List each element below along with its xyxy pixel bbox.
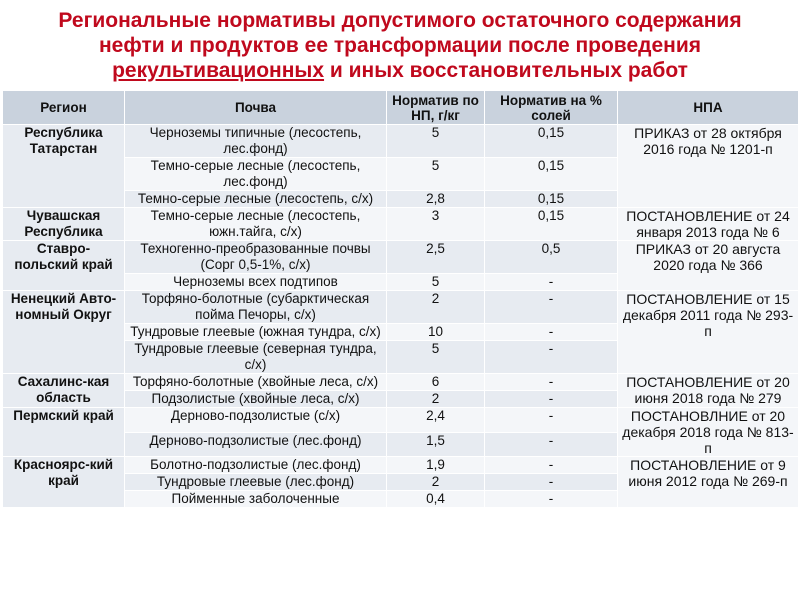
- norm-np-cell: 5: [387, 158, 485, 191]
- header-soil: Почва: [125, 91, 387, 125]
- soil-cell: Техногенно-преобразованные почвы (Сорг 0,5-1%, с/х): [125, 241, 387, 274]
- norm-np-cell: 6: [387, 374, 485, 391]
- norm-np-cell: 2,4: [387, 408, 485, 433]
- norm-salt-cell: 0,5: [485, 241, 618, 274]
- table-body: [3, 125, 799, 508]
- norm-np-cell: 2: [387, 474, 485, 491]
- table-row: [3, 374, 799, 391]
- region-cell: Чувашская Республика: [3, 208, 125, 241]
- header-row: [3, 91, 799, 125]
- norm-np-cell: 2: [387, 391, 485, 408]
- title-line-2: нефти и продуктов ее трансформации после проведения: [99, 34, 701, 57]
- header-region: Регион: [3, 91, 125, 125]
- norm-salt-cell: -: [485, 391, 618, 408]
- region-cell: Ставро-польский край: [3, 241, 125, 291]
- table-row: [3, 291, 799, 324]
- title-line-3-rest: и иных восстановительных работ: [324, 59, 688, 82]
- norm-np-cell: 2,8: [387, 191, 485, 208]
- norm-salt-cell: -: [485, 491, 618, 508]
- norm-salt-cell: 0,15: [485, 125, 618, 158]
- title-underlined-word: рекультивационных: [112, 59, 325, 82]
- region-cell: Пермский край: [3, 408, 125, 457]
- npa-cell: ПРИКАЗ от 20 августа 2020 года № 366: [618, 241, 799, 291]
- norm-salt-cell: -: [485, 324, 618, 341]
- soil-cell: Торфяно-болотные (субарктическая пойма Печоры, с/х): [125, 291, 387, 324]
- soil-cell: Подзолистые (хвойные леса, с/х): [125, 391, 387, 408]
- norm-salt-cell: -: [485, 474, 618, 491]
- norm-np-cell: 1,9: [387, 457, 485, 474]
- table-row: [3, 208, 799, 241]
- norm-salt-cell: -: [485, 408, 618, 433]
- soil-cell: Черноземы типичные (лесостепь, лес.фонд): [125, 125, 387, 158]
- norms-table-wrapper: [2, 90, 798, 616]
- table-row: [3, 457, 799, 474]
- soil-cell: Тундровые глеевые (северная тундра, с/х): [125, 341, 387, 374]
- norm-np-cell: 0,4: [387, 491, 485, 508]
- soil-cell: Дерново-подзолистые (с/х): [125, 408, 387, 433]
- title-line-3: [0, 58, 800, 83]
- region-cell: Ненецкий Авто-номный Округ: [3, 291, 125, 374]
- norm-np-cell: 5: [387, 274, 485, 291]
- norm-np-cell: 1,5: [387, 432, 485, 457]
- norm-salt-cell: -: [485, 457, 618, 474]
- norm-salt-cell: -: [485, 291, 618, 324]
- table-row: [3, 408, 799, 433]
- soil-cell: Пойменные заболоченные: [125, 491, 387, 508]
- norm-np-cell: 5: [387, 125, 485, 158]
- soil-cell: Торфяно-болотные (хвойные леса, с/х): [125, 374, 387, 391]
- table-row: [3, 241, 799, 274]
- header-npa: НПА: [618, 91, 799, 125]
- soil-cell: Дерново-подзолистые (лес.фонд): [125, 432, 387, 457]
- norm-salt-cell: -: [485, 274, 618, 291]
- header-norm-np: Норматив по НП, г/кг: [387, 91, 485, 125]
- title-line-1: Региональные нормативы допустимого остаточного содержания: [58, 9, 742, 32]
- soil-cell: Темно-серые лесные (лесостепь, лес.фонд): [125, 158, 387, 191]
- soil-cell: Темно-серые лесные (лесостепь, с/х): [125, 191, 387, 208]
- norm-np-cell: 3: [387, 208, 485, 241]
- npa-cell: ПОСТАНОВЛЕНИЕ от 20 июня 2018 года № 279: [618, 374, 799, 408]
- soil-cell: Черноземы всех подтипов: [125, 274, 387, 291]
- region-cell: Красноярс-кий край: [3, 457, 125, 508]
- npa-cell: ПРИКАЗ от 28 октября 2016 года № 1201-п: [618, 125, 799, 208]
- norm-salt-cell: -: [485, 432, 618, 457]
- soil-cell: Тундровые глеевые (лес.фонд): [125, 474, 387, 491]
- soil-cell: Тундровые глеевые (южная тундра, с/х): [125, 324, 387, 341]
- norms-table: [2, 90, 798, 508]
- table-row: [3, 125, 799, 158]
- region-cell: Сахалинс-кая область: [3, 374, 125, 408]
- norm-salt-cell: -: [485, 374, 618, 391]
- norm-salt-cell: 0,15: [485, 158, 618, 191]
- soil-cell: Темно-серые лесные (лесостепь, южн.тайга, с/х): [125, 208, 387, 241]
- soil-cell: Болотно-подзолистые (лес.фонд): [125, 457, 387, 474]
- region-cell: Республика Татарстан: [3, 125, 125, 208]
- norm-np-cell: 5: [387, 341, 485, 374]
- norm-np-cell: 2: [387, 291, 485, 324]
- npa-cell: ПОСТАНОВЛЕНИЕ от 9 июня 2012 года № 269-п: [618, 457, 799, 508]
- npa-cell: ПОСТАНОВЛЕНИЕ от 15 декабря 2011 года № 293-п: [618, 291, 799, 374]
- norm-np-cell: 2,5: [387, 241, 485, 274]
- npa-cell: ПОСТАНОВЛЕНИЕ от 24 января 2013 года № 6: [618, 208, 799, 241]
- page-title: [0, 8, 800, 83]
- npa-cell: ПОСТАНОВЛНИЕ от 20 декабря 2018 года № 813-п: [618, 408, 799, 457]
- header-norm-salt: Норматив на % солей: [485, 91, 618, 125]
- norm-salt-cell: -: [485, 341, 618, 374]
- norm-salt-cell: 0,15: [485, 191, 618, 208]
- norm-np-cell: 10: [387, 324, 485, 341]
- norm-salt-cell: 0,15: [485, 208, 618, 241]
